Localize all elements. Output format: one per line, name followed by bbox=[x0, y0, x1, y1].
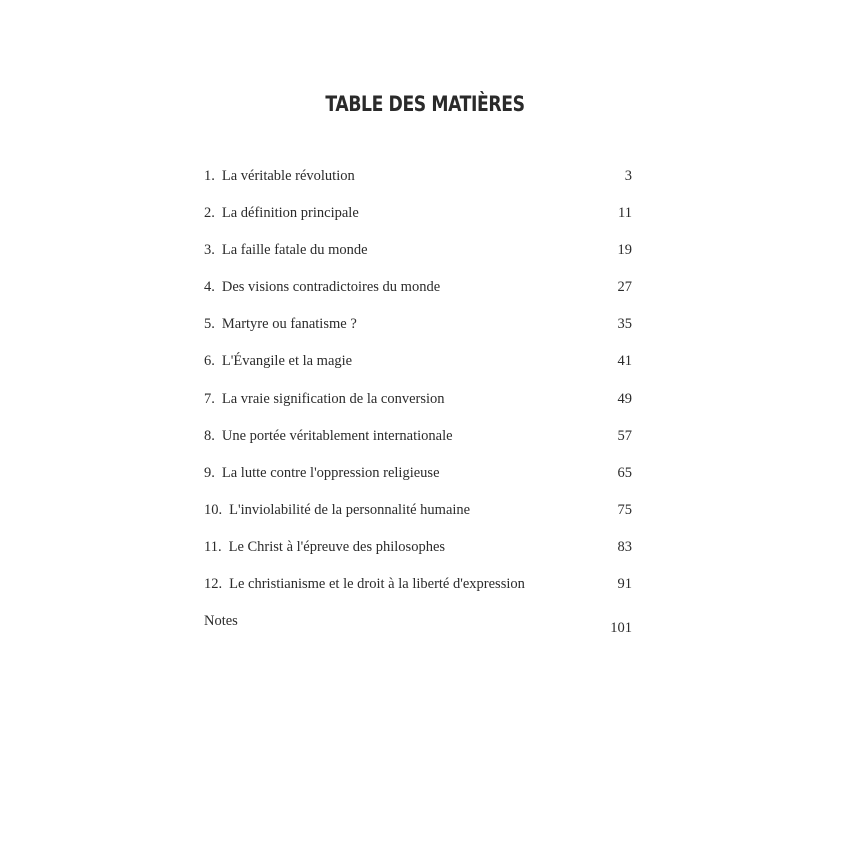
table-of-contents bbox=[204, 165, 632, 647]
toc-entry-title: Martyre ou fanatisme ? bbox=[221, 316, 357, 333]
toc-entry bbox=[204, 462, 632, 499]
toc-entry-number: 11. bbox=[204, 538, 222, 555]
toc-entry-number: 8. bbox=[204, 427, 215, 444]
toc-entry-title: Des visions contradictoires du monde bbox=[221, 279, 441, 296]
toc-entry-page: 65 bbox=[617, 464, 632, 481]
toc-entry-title: L'inviolabilité de la personnalité humaine bbox=[229, 501, 471, 518]
page-title: TABLE DES MATIÈRES bbox=[325, 92, 525, 116]
toc-entry-number: 6. bbox=[204, 353, 215, 370]
toc-entry bbox=[204, 499, 632, 536]
toc-entry-page: 35 bbox=[617, 316, 632, 333]
toc-entry-number: 10. bbox=[204, 501, 223, 518]
toc-entry-number: 3. bbox=[204, 242, 215, 259]
toc-entry bbox=[204, 165, 632, 202]
toc-entry bbox=[204, 239, 632, 276]
toc-entry-title: La définition principale bbox=[221, 205, 359, 222]
toc-entry-title: Une portée véritablement internationale bbox=[221, 427, 453, 444]
toc-entry-number: 5. bbox=[204, 316, 215, 333]
toc-entry-title: La faille fatale du monde bbox=[221, 242, 368, 259]
toc-entry-page: 101 bbox=[610, 620, 632, 637]
toc-entry bbox=[204, 573, 632, 610]
toc-entry-title: L'Évangile et la magie bbox=[221, 353, 353, 370]
toc-entry-page: 41 bbox=[617, 353, 632, 370]
toc-entry-number: 7. bbox=[204, 390, 215, 407]
toc-entry-title: La véritable révolution bbox=[221, 168, 355, 184]
toc-entry-page: 19 bbox=[617, 242, 632, 259]
toc-entry-title: La vraie signification de la conversion bbox=[221, 390, 445, 407]
toc-entry bbox=[204, 425, 632, 462]
toc-entry-page: 57 bbox=[617, 427, 632, 444]
toc-entry-number: 9. bbox=[204, 464, 215, 481]
toc-entry-page: 83 bbox=[617, 538, 632, 555]
toc-entry bbox=[204, 313, 632, 350]
toc-entry bbox=[204, 350, 632, 387]
toc-entry-page: 27 bbox=[617, 279, 632, 296]
toc-entry-number: 12. bbox=[204, 576, 223, 593]
toc-entry-number: 2. bbox=[204, 205, 215, 222]
toc-entry-number: 1. bbox=[204, 168, 215, 184]
toc-entry-page: 11 bbox=[618, 205, 632, 222]
toc-entry-title: Le christianisme et le droit à la liberté d'expression bbox=[229, 576, 525, 593]
toc-entry bbox=[204, 276, 632, 313]
toc-entry-title: Notes bbox=[204, 613, 238, 630]
toc-entry-page: 3 bbox=[624, 168, 632, 184]
toc-entry-page: 75 bbox=[617, 501, 632, 518]
toc-entry bbox=[204, 536, 632, 573]
toc-entry-title: La lutte contre l'oppression religieuse bbox=[221, 464, 440, 481]
toc-entry-title: Le Christ à l'épreuve des philosophes bbox=[228, 538, 446, 555]
toc-entry-notes bbox=[204, 610, 632, 647]
toc-entry-number: 4. bbox=[204, 279, 215, 296]
toc-entry bbox=[204, 388, 632, 425]
toc-entry bbox=[204, 202, 632, 239]
toc-entry-page: 91 bbox=[617, 576, 632, 593]
toc-entry-page: 49 bbox=[617, 390, 632, 407]
